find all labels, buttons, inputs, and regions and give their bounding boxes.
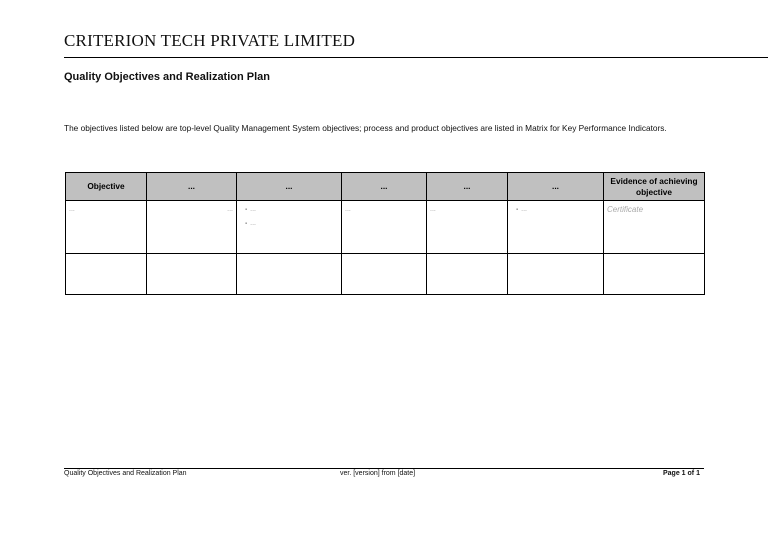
table-row xyxy=(66,254,705,295)
table-cell[interactable] xyxy=(604,201,705,254)
list-item: ▪ ... xyxy=(516,203,600,217)
table-cell[interactable] xyxy=(237,201,342,254)
bullet-list xyxy=(511,203,600,217)
footer-document-title: Quality Objectives and Realization Plan xyxy=(64,470,187,477)
table-cell[interactable] xyxy=(342,254,427,295)
list-item: ▪ ... xyxy=(245,203,338,217)
list-item: ▪ ... xyxy=(245,217,338,231)
column-header-evidence: Evidence of achieving objective xyxy=(604,173,705,201)
table-cell[interactable] xyxy=(66,254,147,295)
intro-paragraph: The objectives listed below are top-level Quality Management System objectives; process and product objectives are listed in Matrix for Key Performance Indicators. xyxy=(64,123,667,133)
table-cell[interactable]: ... xyxy=(66,201,147,254)
column-header: ... xyxy=(147,173,237,201)
table-cell[interactable] xyxy=(508,201,604,254)
company-name: CRITERION TECH PRIVATE LIMITED xyxy=(64,31,356,50)
column-header: ... xyxy=(237,173,342,201)
column-header: ... xyxy=(427,173,508,201)
table-cell[interactable]: ... xyxy=(342,201,427,254)
bullet-list xyxy=(240,203,338,231)
evidence-placeholder: Certificate xyxy=(607,205,644,214)
table-cell[interactable]: ... xyxy=(147,201,237,254)
table-cell[interactable] xyxy=(427,254,508,295)
column-header: ... xyxy=(508,173,604,201)
table-cell[interactable] xyxy=(147,254,237,295)
document-title: Quality Objectives and Realization Plan xyxy=(64,71,271,83)
footer-divider xyxy=(64,468,704,469)
footer-page-number: Page 1 of 1 xyxy=(663,470,700,477)
table-header-row xyxy=(66,173,705,201)
table-cell[interactable] xyxy=(604,254,705,295)
footer-version: ver. [version] from [date] xyxy=(340,470,416,477)
column-header-objective: Objective xyxy=(66,173,147,201)
objectives-table xyxy=(65,172,705,295)
table-cell[interactable] xyxy=(508,254,604,295)
column-header: ... xyxy=(342,173,427,201)
table-cell[interactable]: ... xyxy=(427,201,508,254)
table-cell[interactable] xyxy=(237,254,342,295)
header-divider xyxy=(64,57,768,58)
table-row xyxy=(66,201,705,254)
